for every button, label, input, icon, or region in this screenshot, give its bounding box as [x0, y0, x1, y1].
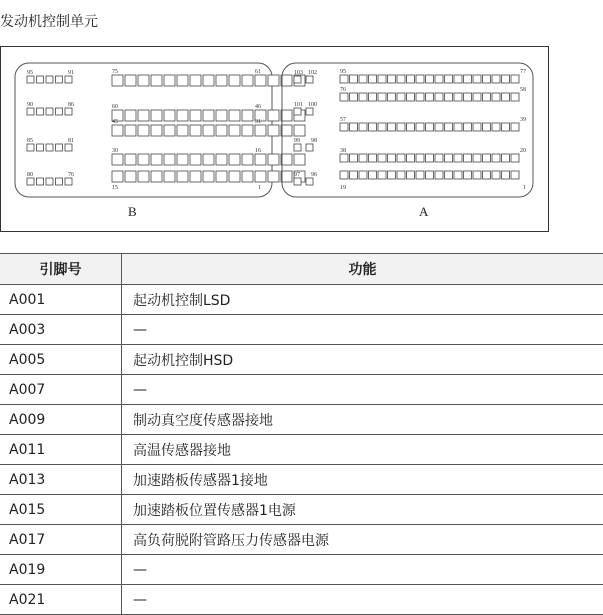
- pin-square: [464, 123, 472, 131]
- pin-square: [350, 171, 358, 179]
- function-cell: 高负荷脱附管路压力传感器电源: [122, 525, 603, 555]
- pin-square: [177, 110, 188, 121]
- pin-square: [242, 154, 253, 165]
- pin-square: [359, 154, 367, 162]
- pin-square: [125, 125, 136, 136]
- pin-label: 103: [294, 70, 303, 76]
- pin-label: 20: [520, 148, 526, 154]
- pin-square: [502, 154, 510, 162]
- pin-square: [138, 171, 149, 182]
- pin-square: [46, 108, 53, 115]
- pin-square: [511, 93, 519, 101]
- pin-square: [281, 75, 292, 86]
- pin-square: [255, 75, 266, 86]
- table-row: [0, 555, 603, 585]
- pin-square: [294, 178, 301, 185]
- pin-square: [388, 93, 396, 101]
- pin-square: [435, 154, 443, 162]
- pin-square: [294, 125, 305, 136]
- pin-square: [268, 75, 279, 86]
- function-cell: —: [122, 375, 603, 405]
- function-cell: —: [122, 315, 603, 345]
- pin-square: [27, 144, 34, 151]
- pin-square: [203, 110, 214, 121]
- pin-square: [350, 154, 358, 162]
- pin-square: [388, 75, 396, 83]
- pin-label: 58: [520, 87, 526, 93]
- pin-square: [281, 110, 292, 121]
- pin-square: [190, 75, 201, 86]
- pin-label: 91: [68, 70, 74, 76]
- header-function: 功能: [122, 254, 603, 285]
- pin-square: [255, 125, 266, 136]
- pin-square: [177, 171, 188, 182]
- pin-label: 57: [340, 117, 346, 123]
- pin-square: [37, 108, 44, 115]
- pin-cell: A017: [0, 525, 122, 555]
- pin-label: 77: [520, 69, 526, 75]
- pin-square: [473, 123, 481, 131]
- pin-square: [388, 171, 396, 179]
- pin-label: 16: [255, 148, 261, 154]
- pin-cell: A009: [0, 405, 122, 435]
- pin-square: [378, 75, 386, 83]
- table-row: [0, 585, 603, 615]
- pin-square: [369, 75, 377, 83]
- pin-square: [177, 125, 188, 136]
- pin-square: [65, 144, 72, 151]
- pin-square: [492, 93, 500, 101]
- pin-square: [190, 171, 201, 182]
- function-cell: 高温传感器接地: [122, 435, 603, 465]
- pin-square: [125, 154, 136, 165]
- pin-square: [445, 123, 453, 131]
- pin-square: [306, 108, 313, 115]
- pin-cell: A019: [0, 555, 122, 585]
- table-row: [0, 285, 603, 315]
- pin-label: 100: [308, 102, 317, 108]
- pin-square: [426, 123, 434, 131]
- pin-square: [359, 75, 367, 83]
- pin-square: [242, 110, 253, 121]
- pin-cell: A007: [0, 375, 122, 405]
- table-row: [0, 525, 603, 555]
- pin-square: [511, 75, 519, 83]
- pin-square: [359, 93, 367, 101]
- pin-square: [138, 125, 149, 136]
- pin-square: [492, 75, 500, 83]
- pin-square: [56, 144, 63, 151]
- pin-square: [483, 75, 491, 83]
- pin-square: [242, 125, 253, 136]
- pin-square: [306, 144, 313, 151]
- pin-square: [502, 123, 510, 131]
- pin-square: [27, 108, 34, 115]
- pin-square: [407, 93, 415, 101]
- pin-square: [242, 171, 253, 182]
- pin-square: [397, 93, 405, 101]
- pin-square: [56, 76, 63, 83]
- pin-square: [359, 171, 367, 179]
- pin-square: [125, 171, 136, 182]
- pin-square: [138, 75, 149, 86]
- pin-square: [340, 123, 348, 131]
- pin-square: [138, 110, 149, 121]
- pin-label: 81: [68, 138, 74, 144]
- pin-square: [164, 75, 175, 86]
- pin-square: [112, 171, 123, 182]
- pin-square: [416, 93, 424, 101]
- pin-cell: A021: [0, 585, 122, 615]
- pin-square: [445, 93, 453, 101]
- pin-square: [407, 154, 415, 162]
- pin-square: [151, 125, 162, 136]
- pin-square: [378, 93, 386, 101]
- pin-square: [435, 75, 443, 83]
- table-row: [0, 375, 603, 405]
- pin-square: [294, 108, 301, 115]
- pin-square: [464, 171, 472, 179]
- pin-square: [511, 123, 519, 131]
- pin-square: [369, 93, 377, 101]
- pin-square: [454, 123, 462, 131]
- pin-cell: A011: [0, 435, 122, 465]
- pin-square: [407, 171, 415, 179]
- pin-label: 60: [112, 104, 118, 110]
- pin-square: [502, 75, 510, 83]
- pin-square: [65, 76, 72, 83]
- pin-square: [125, 75, 136, 86]
- pin-square: [492, 123, 500, 131]
- pin-square: [340, 93, 348, 101]
- page-title: 发动机控制单元: [0, 11, 98, 31]
- function-cell: —: [122, 585, 603, 615]
- pin-square: [56, 178, 63, 185]
- pin-square: [27, 178, 34, 185]
- pin-cell: A003: [0, 315, 122, 345]
- pin-label: 15: [112, 185, 118, 191]
- pin-square: [294, 144, 301, 151]
- pin-square: [454, 93, 462, 101]
- pin-square: [426, 93, 434, 101]
- pin-square: [216, 75, 227, 86]
- pin-label: 76: [340, 87, 346, 93]
- pin-square: [502, 93, 510, 101]
- pin-square: [190, 125, 201, 136]
- pin-square: [416, 75, 424, 83]
- pin-square: [203, 154, 214, 165]
- pin-square: [340, 171, 348, 179]
- pin-square: [350, 75, 358, 83]
- pin-square: [388, 154, 396, 162]
- pin-square: [37, 76, 44, 83]
- connector-diagram: [0, 46, 549, 232]
- pin-label: 99: [294, 138, 300, 144]
- pin-square: [281, 154, 292, 165]
- pin-square: [56, 108, 63, 115]
- pin-label: 46: [255, 104, 261, 110]
- pin-square: [378, 123, 386, 131]
- pin-square: [151, 75, 162, 86]
- pin-square: [445, 171, 453, 179]
- pin-label: 90: [27, 102, 33, 108]
- pin-label: 86: [68, 102, 74, 108]
- pin-square: [350, 123, 358, 131]
- pin-label: 96: [311, 172, 317, 178]
- pin-square: [112, 75, 123, 86]
- pin-square: [46, 178, 53, 185]
- pin-square: [492, 171, 500, 179]
- pin-label: 19: [340, 185, 346, 191]
- pin-square: [164, 154, 175, 165]
- pin-square: [229, 154, 240, 165]
- pin-square: [112, 125, 123, 136]
- pin-square: [229, 125, 240, 136]
- pin-square: [426, 75, 434, 83]
- pin-square: [397, 123, 405, 131]
- pin-square: [281, 171, 292, 182]
- pin-label: 101: [294, 102, 303, 108]
- pin-square: [454, 75, 462, 83]
- pin-label: 31: [255, 119, 261, 125]
- table-row: [0, 465, 603, 495]
- header-pin: 引脚号: [0, 254, 122, 285]
- pin-cell: A013: [0, 465, 122, 495]
- pin-square: [190, 110, 201, 121]
- pin-square: [445, 154, 453, 162]
- pin-square: [164, 125, 175, 136]
- pin-square: [268, 125, 279, 136]
- pin-cell: A005: [0, 345, 122, 375]
- pin-label: 38: [340, 148, 346, 154]
- table-header-row: [0, 254, 603, 285]
- pin-cell: A015: [0, 495, 122, 525]
- pin-square: [164, 110, 175, 121]
- pin-label: 1: [523, 185, 526, 191]
- pin-cell: A001: [0, 285, 122, 315]
- function-cell: 制动真空度传感器接地: [122, 405, 603, 435]
- pin-square: [369, 171, 377, 179]
- pin-square: [350, 93, 358, 101]
- pin-square: [416, 123, 424, 131]
- pin-square: [502, 171, 510, 179]
- pin-square: [464, 93, 472, 101]
- pin-label: 98: [311, 138, 317, 144]
- pin-label: 1: [258, 185, 261, 191]
- pin-square: [340, 154, 348, 162]
- pin-square: [65, 178, 72, 185]
- pin-square: [359, 123, 367, 131]
- pin-square: [388, 123, 396, 131]
- pin-square: [229, 110, 240, 121]
- pin-square: [407, 75, 415, 83]
- pin-square: [464, 154, 472, 162]
- table-row: [0, 315, 603, 345]
- pin-label: 85: [27, 138, 33, 144]
- pin-square: [216, 171, 227, 182]
- pin-square: [483, 154, 491, 162]
- pin-square: [203, 125, 214, 136]
- pin-square: [473, 154, 481, 162]
- pin-square: [177, 75, 188, 86]
- pin-label: 30: [112, 148, 118, 154]
- pin-square: [268, 110, 279, 121]
- pin-square: [46, 144, 53, 151]
- pin-square: [416, 171, 424, 179]
- table-row: [0, 405, 603, 435]
- function-cell: —: [122, 555, 603, 585]
- function-cell: 起动机控制HSD: [122, 345, 603, 375]
- pin-square: [435, 123, 443, 131]
- function-cell: 加速踏板传感器1接地: [122, 465, 603, 495]
- pin-square: [306, 76, 313, 83]
- pin-square: [369, 123, 377, 131]
- pin-square: [397, 171, 405, 179]
- pin-label: 45: [112, 119, 118, 125]
- pin-label: 61: [255, 69, 261, 75]
- pin-square: [397, 75, 405, 83]
- pin-square: [473, 171, 481, 179]
- pin-square: [255, 171, 266, 182]
- pin-square: [229, 75, 240, 86]
- table-row: [0, 435, 603, 465]
- pin-label: 75: [112, 69, 118, 75]
- pin-square: [203, 75, 214, 86]
- pin-label: 39: [520, 117, 526, 123]
- function-cell: 起动机控制LSD: [122, 285, 603, 315]
- pin-square: [483, 171, 491, 179]
- pin-square: [151, 171, 162, 182]
- pin-square: [203, 171, 214, 182]
- pin-square: [229, 171, 240, 182]
- pin-label: 97: [294, 172, 300, 178]
- table-row: [0, 345, 603, 375]
- pin-label: 102: [308, 70, 317, 76]
- pin-square: [378, 154, 386, 162]
- pin-square: [112, 154, 123, 165]
- pin-square: [454, 171, 462, 179]
- connector-drawing: [1, 47, 550, 233]
- pin-square: [454, 154, 462, 162]
- pin-square: [492, 154, 500, 162]
- pin-square: [483, 123, 491, 131]
- pin-square: [27, 76, 34, 83]
- pin-label: 80: [27, 172, 33, 178]
- pin-square: [464, 75, 472, 83]
- connector-a-label: A: [419, 204, 428, 220]
- pin-square: [268, 154, 279, 165]
- pin-square: [37, 144, 44, 151]
- pin-square: [306, 178, 313, 185]
- pin-square: [445, 75, 453, 83]
- pin-square: [281, 125, 292, 136]
- pin-square: [407, 123, 415, 131]
- pin-square: [151, 154, 162, 165]
- pin-square: [426, 154, 434, 162]
- pin-square: [242, 75, 253, 86]
- pin-square: [511, 154, 519, 162]
- table-row: [0, 495, 603, 525]
- pin-square: [511, 171, 519, 179]
- pin-table: [0, 253, 603, 615]
- pin-square: [397, 154, 405, 162]
- pin-square: [369, 154, 377, 162]
- pin-square: [151, 110, 162, 121]
- pin-square: [435, 93, 443, 101]
- pin-label: 95: [27, 70, 33, 76]
- pin-square: [190, 154, 201, 165]
- pin-square: [125, 110, 136, 121]
- pin-square: [426, 171, 434, 179]
- pin-square: [294, 154, 305, 165]
- pin-square: [340, 75, 348, 83]
- pin-square: [268, 171, 279, 182]
- pin-square: [37, 178, 44, 185]
- pin-square: [378, 171, 386, 179]
- pin-label: 76: [68, 172, 74, 178]
- pin-square: [416, 154, 424, 162]
- pin-square: [255, 154, 266, 165]
- pin-square: [473, 75, 481, 83]
- pin-square: [164, 171, 175, 182]
- pin-square: [483, 93, 491, 101]
- pin-square: [294, 76, 301, 83]
- pin-label: 95: [340, 69, 346, 75]
- pin-square: [435, 171, 443, 179]
- pin-square: [473, 93, 481, 101]
- pin-square: [65, 108, 72, 115]
- pin-square: [138, 154, 149, 165]
- pin-square: [216, 110, 227, 121]
- function-cell: 加速踏板位置传感器1电源: [122, 495, 603, 525]
- pin-square: [177, 154, 188, 165]
- pin-square: [216, 154, 227, 165]
- connector-b-label: B: [128, 204, 137, 220]
- pin-square: [216, 125, 227, 136]
- pin-square: [46, 76, 53, 83]
